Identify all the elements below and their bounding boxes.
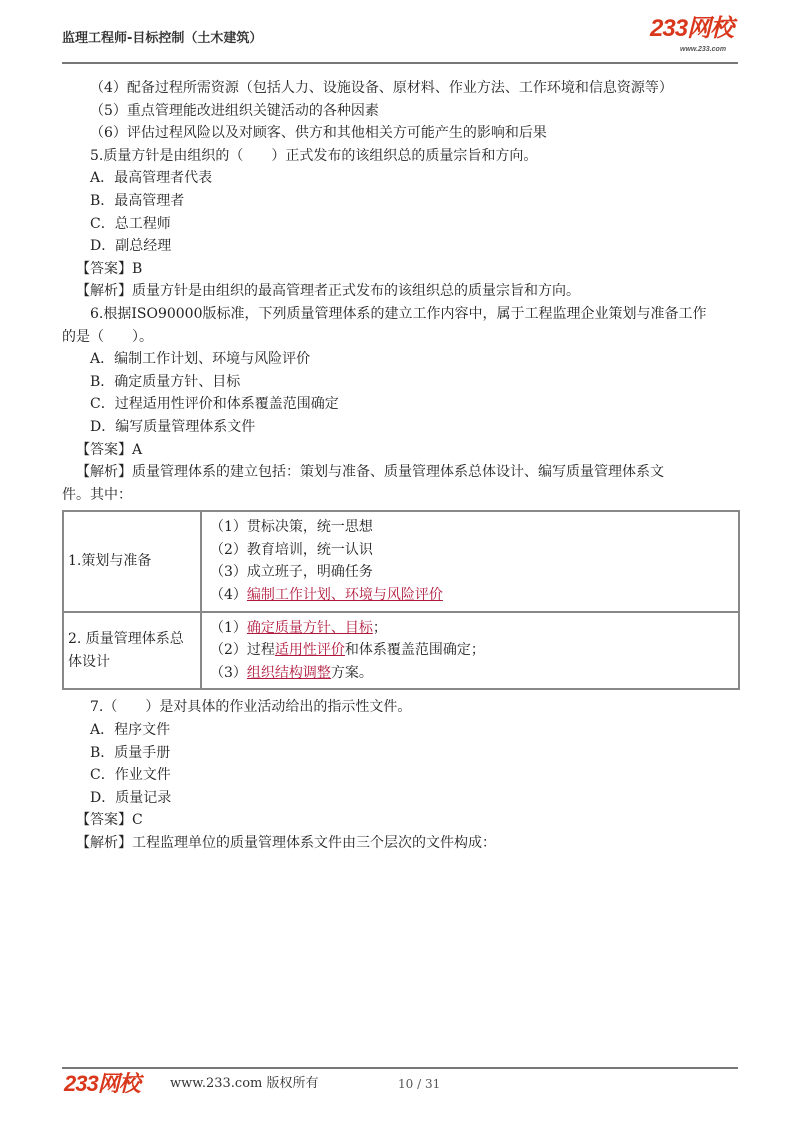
table-row (63, 511, 739, 611)
option: D．编写质量管理体系文件 (90, 418, 256, 435)
option: B．最高管理者 (90, 192, 185, 209)
option: C．作业文件 (90, 767, 171, 784)
option: A．最高管理者代表 (90, 170, 213, 187)
question-7-stem: 7.（ ）是对具体的作业活动给出的指示性文件。 (90, 699, 412, 716)
table-item: （1）贯标决策，统一思想 (210, 519, 373, 536)
footer-logo: 233网校 (64, 1071, 140, 1096)
option: B．质量手册 (90, 744, 171, 761)
option: A．程序文件 (90, 722, 171, 739)
page-number: 10 / 31 (398, 1077, 441, 1091)
item-prefix: （3） (210, 664, 247, 681)
analysis: 【解析】工程监理单位的质量管理体系文件由三个层次的文件构成： (76, 835, 496, 851)
item-suffix: ； (372, 619, 387, 636)
question-6-stem-cont: 的是（ ）。 (62, 328, 153, 345)
item-prefix: （4） (210, 587, 247, 604)
highlighted-text: 编制工作计划、环境与风险评价 (246, 587, 443, 604)
brand-logo-url: www.233.com (680, 46, 727, 53)
list-item: （5）重点管理能改进组织关键活动的各种因素 (90, 102, 379, 119)
analysis-cont: 件。其中： (62, 486, 132, 503)
analysis: 【解析】质量方针是由组织的最高管理者正式发布的该组织总的质量宗旨和方向。 (76, 283, 580, 300)
option: B．确定质量方针、目标 (90, 373, 241, 390)
brand-logo: 233网校 (650, 15, 734, 42)
answer: 【答案】A (76, 441, 143, 458)
table-item (210, 639, 734, 662)
table-cell-label: 1.策划与准备 (63, 511, 201, 611)
table-row (63, 612, 739, 690)
table-item: （2）教育培训，统一认识 (210, 541, 373, 558)
list-item: （4）配备过程所需资源（包括人力、设施设备、原材料、作业方法、工作环境和信息资源等） (90, 80, 673, 96)
option: A．编制工作计划、环境与风险评价 (90, 351, 311, 368)
table-cell-label: 2. 质量管理体系总体设计 (63, 612, 201, 690)
item-suffix: 方案。 (330, 664, 373, 681)
table-item: （3）成立班子，明确任务 (210, 564, 373, 581)
table-cell-items (201, 511, 739, 611)
option: D．质量记录 (90, 789, 172, 806)
analysis: 【解析】质量管理体系的建立包括：策划与准备、质量管理体系总体设计、编写质量管理体系文 (76, 464, 664, 481)
option: C．总工程师 (90, 215, 171, 232)
table-item (210, 662, 734, 685)
option: D．副总经理 (90, 238, 172, 255)
document-header-title: 监理工程师-目标控制（土木建筑） (62, 31, 263, 46)
item-suffix: 和体系覆盖范围确定； (344, 642, 485, 659)
table-cell-items (201, 612, 739, 690)
highlighted-text: 确定质量方针、目标 (246, 619, 373, 636)
footer-copyright: www.233.com 版权所有 (170, 1076, 319, 1091)
table-item (210, 617, 734, 640)
header-divider (62, 62, 738, 64)
footer-divider (62, 1067, 738, 1069)
qms-establishment-table (62, 510, 740, 690)
answer: 【答案】C (76, 812, 143, 829)
option: C．过程适用性评价和体系覆盖范围确定 (90, 396, 339, 413)
highlighted-text: 组织结构调整 (246, 664, 331, 681)
list-item: （6）评估过程风险以及对顾客、供方和其他相关方可能产生的影响和后果 (90, 125, 547, 142)
highlighted-text: 适用性评价 (274, 642, 345, 659)
question-5-stem: 5.质量方针是由组织的（ ）正式发布的该组织总的质量宗旨和方向。 (90, 147, 538, 164)
item-prefix: （1） (210, 619, 247, 636)
table-item (210, 584, 734, 607)
answer: 【答案】B (76, 260, 143, 277)
question-6-stem: 6.根据ISO90000版标准，下列质量管理体系的建立工作内容中，属于工程监理企业策划与准备工作 (90, 305, 707, 322)
item-prefix: （2）过程 (210, 642, 275, 659)
document-body (62, 77, 738, 855)
